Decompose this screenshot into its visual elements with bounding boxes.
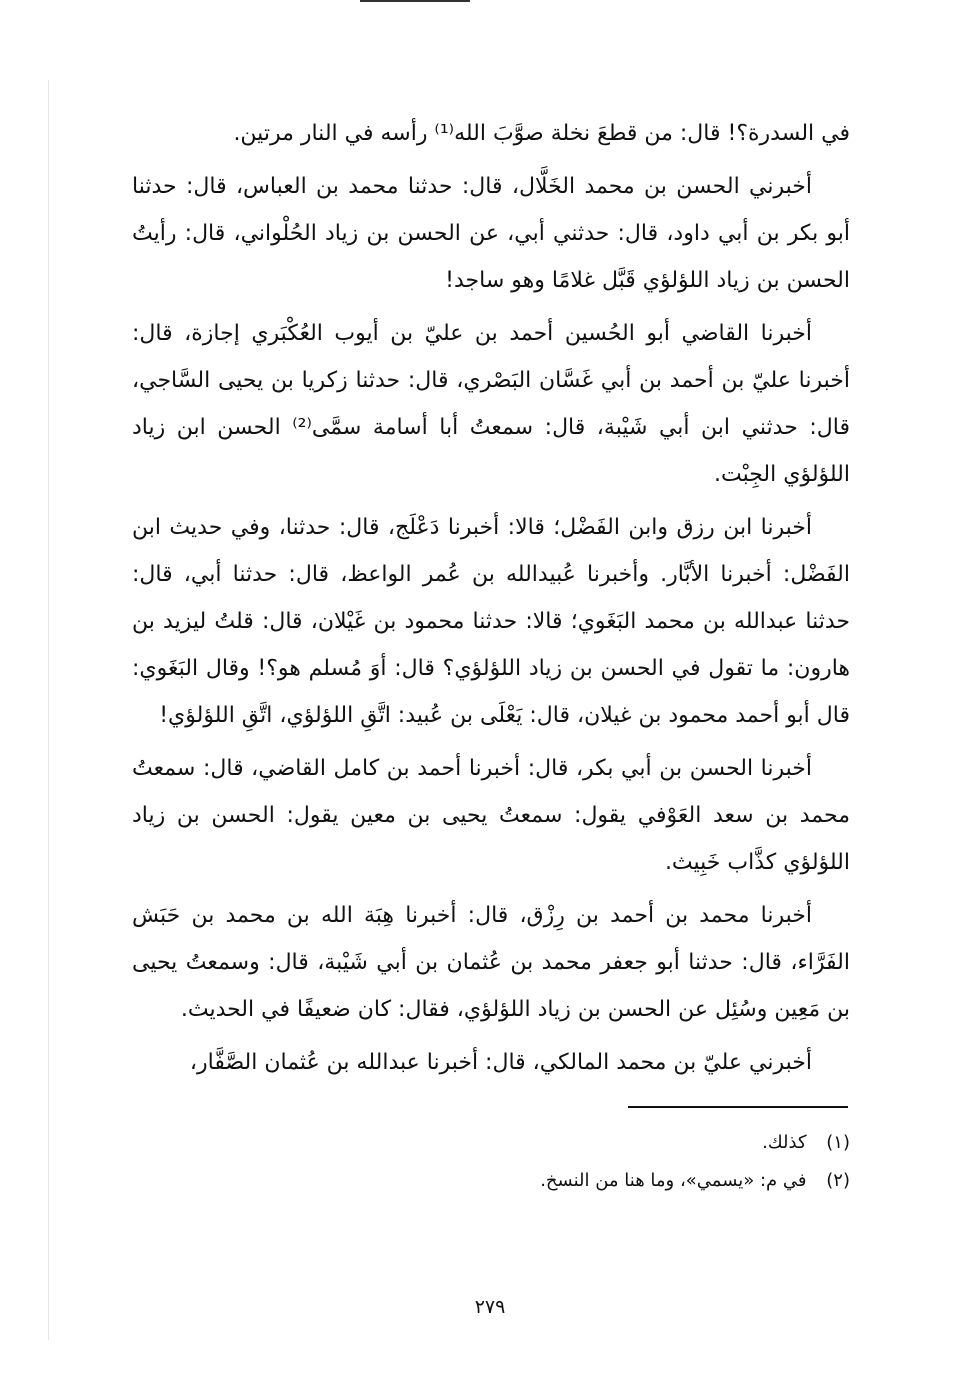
- footnote-text: كذلك.: [762, 1132, 807, 1153]
- footnotes: [132, 1124, 850, 1200]
- paragraph: أخبرنا محمد بن أحمد بن رِزْق، قال: أخبرنا هِبَة الله بن محمد بن حَبَش الفَرَّاء، قال: حدثنا أبو جعفر محمد بن عُثمان بن أبي شَيْبة، قال: وسمعتُ يحيى بن مَعِين وسُئِل عن الحسن بن زياد اللؤلؤي، فقال: كان ضعيفًا في الحديث.: [132, 903, 850, 1022]
- paragraph: أخبرنا الحسن بن أبي بكر، قال: أخبرنا أحمد بن كامل القاضي، قال: سمعتُ محمد بن سعد العَوْفي يقول: سمعتُ يحيى بن معين يقول: الحسن بن زياد اللؤلؤي كذَّاب خَبِيث.: [132, 756, 850, 875]
- footnote-number: (١): [826, 1132, 850, 1153]
- paragraph-continuation: في السدرة؟! قال: من قطعَ نخلة صوَّبَ الله⁽¹⁾ رأسه في النار مرتين.: [233, 121, 850, 146]
- paragraph: أخبرني عليّ بن محمد المالكي، قال: أخبرنا عبدالله بن عُثمان الصَّفَّار،: [189, 1050, 812, 1075]
- paragraph: أخبرنا ابن رزق وابن الفَضْل؛ قالا: أخبرنا دَعْلَج، قال: حدثنا، وفي حديث ابن الفَضْل: أخبرنا الأبَّار. وأخبرنا عُبيدالله بن عُمر الواعظ، قال: حدثنا أبي، قال: حدثنا عبدالله بن محمد البَغَوي؛ قالا: حدثنا محمود بن غَيْلان، قال: قلتُ ليزيد بن هارون: ما تقول في الحسن بن زياد اللؤلؤي؟ قال: أوَ مُسلم هو؟! وقال البَغَوي: قال أبو أحمد محمود بن غيلان، قال: يَعْلَى بن عُبيد: اتَّقِ اللؤلؤي، اتَّقِ اللؤلؤي!: [132, 515, 850, 728]
- scan-edge-line: [48, 80, 49, 1340]
- footnote-number: (٢): [826, 1170, 850, 1191]
- top-margin-mark: [360, 0, 470, 8]
- paragraph: أخبرني الحسن بن محمد الخَلَّال، قال: حدثنا محمد بن العباس، قال: حدثنا أبو بكر بن أبي داود، قال: حدثني أبي، عن الحسن بن زياد الحُلْواني، قال: رأيتُ الحسن بن زياد اللؤلؤي قَبَّل غلامًا وهو ساجد!: [132, 174, 850, 293]
- paragraph: أخبرنا القاضي أبو الحُسين أحمد بن عليّ بن أيوب العُكْبَري إجازة، قال: أخبرنا عليّ بن أحمد بن أبي غَسَّان البَصْري، قال: حدثنا زكريا بن يحيى السَّاجي، قال: حدثني ابن أبي شَيْبة، قال: سمعتُ أبا أسامة سمَّى⁽²⁾ الحسن ابن زياد اللؤلؤي الجِبْت.: [132, 321, 850, 487]
- footnote-text: في م: «يسمي»، وما هنا من النسخ.: [540, 1170, 807, 1191]
- footnote-item: [132, 1124, 850, 1162]
- footnote-item: [132, 1162, 850, 1200]
- page-number: ٢٧٩: [474, 1296, 506, 1318]
- footnote-separator: [628, 1106, 848, 1108]
- main-text: [132, 110, 850, 1092]
